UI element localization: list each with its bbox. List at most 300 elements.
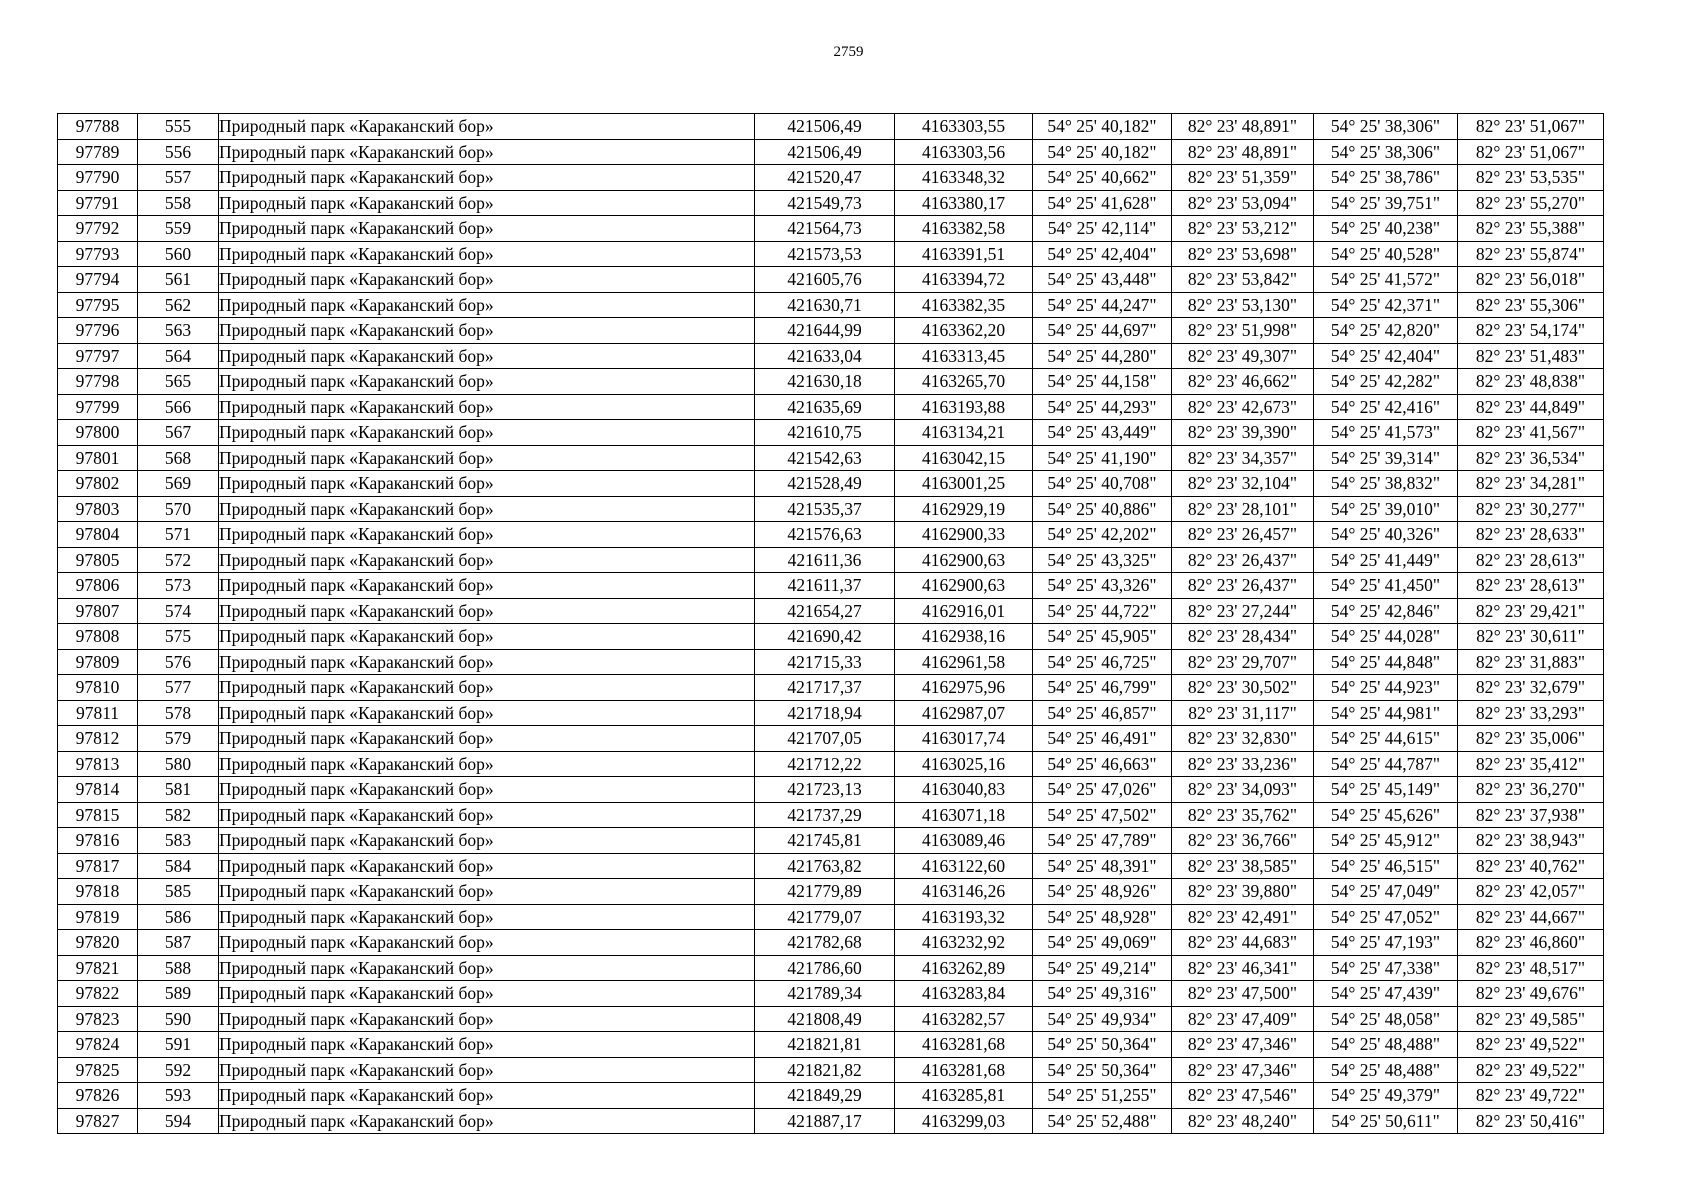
longitude-2-cell: 82° 23' 51,067" (1458, 114, 1604, 140)
latitude-2-cell: 54° 25' 46,515" (1314, 853, 1458, 879)
latitude-2-cell: 54° 25' 41,449" (1314, 547, 1458, 573)
table-row (58, 1083, 1604, 1109)
longitude-2-cell: 82° 23' 28,633" (1458, 522, 1604, 548)
longitude-1-cell: 82° 23' 42,491" (1172, 904, 1314, 930)
territory-name-cell: Природный парк «Караканский бор» (219, 1006, 755, 1032)
latitude-2-cell: 54° 25' 42,820" (1314, 318, 1458, 344)
latitude-2-cell: 54° 25' 40,528" (1314, 241, 1458, 267)
x-coordinate-cell: 421763,82 (755, 853, 895, 879)
territory-name-cell: Природный парк «Караканский бор» (219, 726, 755, 752)
record-id-cell: 97814 (58, 777, 138, 803)
longitude-2-cell: 82° 23' 37,938" (1458, 802, 1604, 828)
record-id-cell: 97810 (58, 675, 138, 701)
longitude-1-cell: 82° 23' 48,240" (1172, 1108, 1314, 1134)
longitude-1-cell: 82° 23' 28,434" (1172, 624, 1314, 650)
y-coordinate-cell: 4163382,35 (895, 292, 1033, 318)
x-coordinate-cell: 421821,81 (755, 1032, 895, 1058)
longitude-1-cell: 82° 23' 53,698" (1172, 241, 1314, 267)
y-coordinate-cell: 4163042,15 (895, 445, 1033, 471)
table-row (58, 700, 1604, 726)
point-number-cell: 577 (138, 675, 219, 701)
point-number-cell: 563 (138, 318, 219, 344)
latitude-1-cell: 54° 25' 44,280" (1033, 343, 1172, 369)
y-coordinate-cell: 4163303,55 (895, 114, 1033, 140)
latitude-1-cell: 54° 25' 47,502" (1033, 802, 1172, 828)
territory-name-cell: Природный парк «Караканский бор» (219, 853, 755, 879)
territory-name-cell: Природный парк «Караканский бор» (219, 445, 755, 471)
latitude-2-cell: 54° 25' 40,326" (1314, 522, 1458, 548)
x-coordinate-cell: 421506,49 (755, 114, 895, 140)
x-coordinate-cell: 421715,33 (755, 649, 895, 675)
territory-name-cell: Природный парк «Караканский бор» (219, 496, 755, 522)
latitude-1-cell: 54° 25' 44,247" (1033, 292, 1172, 318)
x-coordinate-cell: 421712,22 (755, 751, 895, 777)
territory-name-cell: Природный парк «Караканский бор» (219, 802, 755, 828)
latitude-1-cell: 54° 25' 43,326" (1033, 573, 1172, 599)
y-coordinate-cell: 4162975,96 (895, 675, 1033, 701)
table-row (58, 828, 1604, 854)
point-number-cell: 582 (138, 802, 219, 828)
latitude-2-cell: 54° 25' 44,787" (1314, 751, 1458, 777)
longitude-2-cell: 82° 23' 51,067" (1458, 139, 1604, 165)
latitude-2-cell: 54° 25' 38,306" (1314, 139, 1458, 165)
latitude-2-cell: 54° 25' 48,058" (1314, 1006, 1458, 1032)
point-number-cell: 566 (138, 394, 219, 420)
y-coordinate-cell: 4163391,51 (895, 241, 1033, 267)
point-number-cell: 568 (138, 445, 219, 471)
x-coordinate-cell: 421782,68 (755, 930, 895, 956)
latitude-2-cell: 54° 25' 39,010" (1314, 496, 1458, 522)
latitude-2-cell: 54° 25' 41,573" (1314, 420, 1458, 446)
y-coordinate-cell: 4162916,01 (895, 598, 1033, 624)
longitude-1-cell: 82° 23' 47,500" (1172, 981, 1314, 1007)
table-row (58, 955, 1604, 981)
latitude-1-cell: 54° 25' 40,662" (1033, 165, 1172, 191)
point-number-cell: 580 (138, 751, 219, 777)
latitude-1-cell: 54° 25' 49,934" (1033, 1006, 1172, 1032)
longitude-2-cell: 82° 23' 53,535" (1458, 165, 1604, 191)
record-id-cell: 97813 (58, 751, 138, 777)
y-coordinate-cell: 4163303,56 (895, 139, 1033, 165)
y-coordinate-cell: 4162987,07 (895, 700, 1033, 726)
longitude-2-cell: 82° 23' 28,613" (1458, 547, 1604, 573)
longitude-1-cell: 82° 23' 26,437" (1172, 573, 1314, 599)
table-row (58, 853, 1604, 879)
point-number-cell: 583 (138, 828, 219, 854)
point-number-cell: 586 (138, 904, 219, 930)
point-number-cell: 569 (138, 471, 219, 497)
latitude-2-cell: 54° 25' 39,751" (1314, 190, 1458, 216)
latitude-2-cell: 54° 25' 42,846" (1314, 598, 1458, 624)
point-number-cell: 559 (138, 216, 219, 242)
record-id-cell: 97820 (58, 930, 138, 956)
table-row (58, 573, 1604, 599)
territory-name-cell: Природный парк «Караканский бор» (219, 216, 755, 242)
latitude-2-cell: 54° 25' 44,923" (1314, 675, 1458, 701)
y-coordinate-cell: 4163193,32 (895, 904, 1033, 930)
y-coordinate-cell: 4163281,68 (895, 1032, 1033, 1058)
longitude-2-cell: 82° 23' 31,883" (1458, 649, 1604, 675)
latitude-1-cell: 54° 25' 48,928" (1033, 904, 1172, 930)
table-row (58, 547, 1604, 573)
latitude-2-cell: 54° 25' 41,572" (1314, 267, 1458, 293)
record-id-cell: 97800 (58, 420, 138, 446)
y-coordinate-cell: 4163134,21 (895, 420, 1033, 446)
territory-name-cell: Природный парк «Караканский бор» (219, 394, 755, 420)
y-coordinate-cell: 4163001,25 (895, 471, 1033, 497)
table-row (58, 522, 1604, 548)
point-number-cell: 589 (138, 981, 219, 1007)
latitude-2-cell: 54° 25' 50,611" (1314, 1108, 1458, 1134)
latitude-1-cell: 54° 25' 52,488" (1033, 1108, 1172, 1134)
longitude-1-cell: 82° 23' 47,546" (1172, 1083, 1314, 1109)
longitude-2-cell: 82° 23' 41,567" (1458, 420, 1604, 446)
x-coordinate-cell: 421506,49 (755, 139, 895, 165)
longitude-1-cell: 82° 23' 46,662" (1172, 369, 1314, 395)
x-coordinate-cell: 421654,27 (755, 598, 895, 624)
y-coordinate-cell: 4163285,81 (895, 1083, 1033, 1109)
table-body (58, 114, 1604, 1134)
longitude-2-cell: 82° 23' 48,838" (1458, 369, 1604, 395)
x-coordinate-cell: 421786,60 (755, 955, 895, 981)
point-number-cell: 578 (138, 700, 219, 726)
latitude-1-cell: 54° 25' 50,364" (1033, 1057, 1172, 1083)
latitude-2-cell: 54° 25' 38,786" (1314, 165, 1458, 191)
longitude-2-cell: 82° 23' 56,018" (1458, 267, 1604, 293)
record-id-cell: 97788 (58, 114, 138, 140)
point-number-cell: 579 (138, 726, 219, 752)
point-number-cell: 576 (138, 649, 219, 675)
record-id-cell: 97795 (58, 292, 138, 318)
latitude-1-cell: 54° 25' 40,182" (1033, 114, 1172, 140)
record-id-cell: 97801 (58, 445, 138, 471)
longitude-1-cell: 82° 23' 39,880" (1172, 879, 1314, 905)
point-number-cell: 572 (138, 547, 219, 573)
territory-name-cell: Природный парк «Караканский бор» (219, 930, 755, 956)
latitude-1-cell: 54° 25' 40,708" (1033, 471, 1172, 497)
latitude-2-cell: 54° 25' 38,832" (1314, 471, 1458, 497)
longitude-1-cell: 82° 23' 47,346" (1172, 1057, 1314, 1083)
record-id-cell: 97827 (58, 1108, 138, 1134)
y-coordinate-cell: 4163362,20 (895, 318, 1033, 344)
longitude-1-cell: 82° 23' 26,457" (1172, 522, 1314, 548)
table-row (58, 267, 1604, 293)
table-row (58, 879, 1604, 905)
y-coordinate-cell: 4163122,60 (895, 853, 1033, 879)
record-id-cell: 97798 (58, 369, 138, 395)
latitude-1-cell: 54° 25' 48,926" (1033, 879, 1172, 905)
y-coordinate-cell: 4163348,32 (895, 165, 1033, 191)
y-coordinate-cell: 4162900,63 (895, 547, 1033, 573)
record-id-cell: 97818 (58, 879, 138, 905)
record-id-cell: 97807 (58, 598, 138, 624)
longitude-2-cell: 82° 23' 49,676" (1458, 981, 1604, 1007)
latitude-1-cell: 54° 25' 46,725" (1033, 649, 1172, 675)
table-row (58, 496, 1604, 522)
longitude-1-cell: 82° 23' 34,093" (1172, 777, 1314, 803)
y-coordinate-cell: 4163380,17 (895, 190, 1033, 216)
longitude-1-cell: 82° 23' 27,244" (1172, 598, 1314, 624)
x-coordinate-cell: 421737,29 (755, 802, 895, 828)
latitude-2-cell: 54° 25' 41,450" (1314, 573, 1458, 599)
territory-name-cell: Природный парк «Караканский бор» (219, 700, 755, 726)
record-id-cell: 97812 (58, 726, 138, 752)
y-coordinate-cell: 4163262,89 (895, 955, 1033, 981)
longitude-2-cell: 82° 23' 32,679" (1458, 675, 1604, 701)
latitude-2-cell: 54° 25' 47,338" (1314, 955, 1458, 981)
table-row (58, 471, 1604, 497)
table-row (58, 343, 1604, 369)
x-coordinate-cell: 421644,99 (755, 318, 895, 344)
latitude-1-cell: 54° 25' 40,886" (1033, 496, 1172, 522)
latitude-2-cell: 54° 25' 47,439" (1314, 981, 1458, 1007)
record-id-cell: 97821 (58, 955, 138, 981)
territory-name-cell: Природный парк «Караканский бор» (219, 420, 755, 446)
table-row (58, 751, 1604, 777)
latitude-2-cell: 54° 25' 38,306" (1314, 114, 1458, 140)
longitude-1-cell: 82° 23' 51,998" (1172, 318, 1314, 344)
point-number-cell: 570 (138, 496, 219, 522)
longitude-2-cell: 82° 23' 44,849" (1458, 394, 1604, 420)
table-row (58, 981, 1604, 1007)
point-number-cell: 564 (138, 343, 219, 369)
y-coordinate-cell: 4162938,16 (895, 624, 1033, 650)
x-coordinate-cell: 421611,37 (755, 573, 895, 599)
territory-name-cell: Природный парк «Караканский бор» (219, 1057, 755, 1083)
longitude-2-cell: 82° 23' 49,522" (1458, 1057, 1604, 1083)
latitude-1-cell: 54° 25' 43,449" (1033, 420, 1172, 446)
territory-name-cell: Природный парк «Караканский бор» (219, 190, 755, 216)
table-row (58, 139, 1604, 165)
latitude-2-cell: 54° 25' 42,282" (1314, 369, 1458, 395)
x-coordinate-cell: 421633,04 (755, 343, 895, 369)
longitude-2-cell: 82° 23' 33,293" (1458, 700, 1604, 726)
point-number-cell: 594 (138, 1108, 219, 1134)
longitude-1-cell: 82° 23' 48,891" (1172, 139, 1314, 165)
latitude-1-cell: 54° 25' 41,628" (1033, 190, 1172, 216)
longitude-2-cell: 82° 23' 54,174" (1458, 318, 1604, 344)
point-number-cell: 588 (138, 955, 219, 981)
latitude-1-cell: 54° 25' 41,190" (1033, 445, 1172, 471)
y-coordinate-cell: 4163089,46 (895, 828, 1033, 854)
longitude-1-cell: 82° 23' 53,094" (1172, 190, 1314, 216)
latitude-1-cell: 54° 25' 49,069" (1033, 930, 1172, 956)
latitude-1-cell: 54° 25' 44,293" (1033, 394, 1172, 420)
territory-name-cell: Природный парк «Караканский бор» (219, 318, 755, 344)
latitude-1-cell: 54° 25' 46,857" (1033, 700, 1172, 726)
longitude-1-cell: 82° 23' 35,762" (1172, 802, 1314, 828)
x-coordinate-cell: 421717,37 (755, 675, 895, 701)
latitude-2-cell: 54° 25' 48,488" (1314, 1032, 1458, 1058)
territory-name-cell: Природный парк «Караканский бор» (219, 267, 755, 293)
x-coordinate-cell: 421718,94 (755, 700, 895, 726)
longitude-2-cell: 82° 23' 36,270" (1458, 777, 1604, 803)
latitude-2-cell: 54° 25' 44,848" (1314, 649, 1458, 675)
longitude-1-cell: 82° 23' 33,236" (1172, 751, 1314, 777)
territory-name-cell: Природный парк «Караканский бор» (219, 471, 755, 497)
x-coordinate-cell: 421723,13 (755, 777, 895, 803)
longitude-2-cell: 82° 23' 36,534" (1458, 445, 1604, 471)
record-id-cell: 97825 (58, 1057, 138, 1083)
x-coordinate-cell: 421610,75 (755, 420, 895, 446)
territory-name-cell: Природный парк «Караканский бор» (219, 139, 755, 165)
y-coordinate-cell: 4163281,68 (895, 1057, 1033, 1083)
longitude-2-cell: 82° 23' 35,006" (1458, 726, 1604, 752)
point-number-cell: 561 (138, 267, 219, 293)
x-coordinate-cell: 421821,82 (755, 1057, 895, 1083)
table-row (58, 292, 1604, 318)
territory-name-cell: Природный парк «Караканский бор» (219, 675, 755, 701)
record-id-cell: 97797 (58, 343, 138, 369)
x-coordinate-cell: 421779,07 (755, 904, 895, 930)
longitude-2-cell: 82° 23' 30,611" (1458, 624, 1604, 650)
territory-name-cell: Природный парк «Караканский бор» (219, 343, 755, 369)
territory-name-cell: Природный парк «Караканский бор» (219, 1083, 755, 1109)
longitude-1-cell: 82° 23' 46,341" (1172, 955, 1314, 981)
latitude-2-cell: 54° 25' 47,049" (1314, 879, 1458, 905)
latitude-1-cell: 54° 25' 40,182" (1033, 139, 1172, 165)
table-row (58, 1032, 1604, 1058)
record-id-cell: 97796 (58, 318, 138, 344)
record-id-cell: 97793 (58, 241, 138, 267)
y-coordinate-cell: 4162961,58 (895, 649, 1033, 675)
x-coordinate-cell: 421535,37 (755, 496, 895, 522)
longitude-1-cell: 82° 23' 44,683" (1172, 930, 1314, 956)
record-id-cell: 97823 (58, 1006, 138, 1032)
y-coordinate-cell: 4163265,70 (895, 369, 1033, 395)
territory-name-cell: Природный парк «Караканский бор» (219, 114, 755, 140)
coordinates-table (57, 113, 1604, 1134)
longitude-2-cell: 82° 23' 40,762" (1458, 853, 1604, 879)
latitude-1-cell: 54° 25' 47,026" (1033, 777, 1172, 803)
latitude-2-cell: 54° 25' 44,615" (1314, 726, 1458, 752)
longitude-2-cell: 82° 23' 30,277" (1458, 496, 1604, 522)
latitude-1-cell: 54° 25' 48,391" (1033, 853, 1172, 879)
y-coordinate-cell: 4162929,19 (895, 496, 1033, 522)
y-coordinate-cell: 4162900,63 (895, 573, 1033, 599)
table-row (58, 598, 1604, 624)
latitude-2-cell: 54° 25' 42,416" (1314, 394, 1458, 420)
y-coordinate-cell: 4163146,26 (895, 879, 1033, 905)
record-id-cell: 97790 (58, 165, 138, 191)
page-number: 2759 (833, 44, 864, 60)
latitude-2-cell: 54° 25' 47,052" (1314, 904, 1458, 930)
x-coordinate-cell: 421690,42 (755, 624, 895, 650)
record-id-cell: 97789 (58, 139, 138, 165)
table-row (58, 241, 1604, 267)
x-coordinate-cell: 421576,63 (755, 522, 895, 548)
territory-name-cell: Природный парк «Караканский бор» (219, 879, 755, 905)
table-row (58, 1006, 1604, 1032)
latitude-2-cell: 54° 25' 39,314" (1314, 445, 1458, 471)
territory-name-cell: Природный парк «Караканский бор» (219, 165, 755, 191)
longitude-1-cell: 82° 23' 53,842" (1172, 267, 1314, 293)
record-id-cell: 97816 (58, 828, 138, 854)
x-coordinate-cell: 421520,47 (755, 165, 895, 191)
longitude-1-cell: 82° 23' 47,409" (1172, 1006, 1314, 1032)
record-id-cell: 97817 (58, 853, 138, 879)
point-number-cell: 587 (138, 930, 219, 956)
latitude-1-cell: 54° 25' 46,491" (1033, 726, 1172, 752)
longitude-1-cell: 82° 23' 51,359" (1172, 165, 1314, 191)
territory-name-cell: Природный парк «Караканский бор» (219, 981, 755, 1007)
longitude-1-cell: 82° 23' 29,707" (1172, 649, 1314, 675)
point-number-cell: 565 (138, 369, 219, 395)
y-coordinate-cell: 4163040,83 (895, 777, 1033, 803)
table-row (58, 216, 1604, 242)
table-row (58, 777, 1604, 803)
table-row (58, 114, 1604, 140)
latitude-1-cell: 54° 25' 51,255" (1033, 1083, 1172, 1109)
latitude-1-cell: 54° 25' 43,325" (1033, 547, 1172, 573)
table-row (58, 802, 1604, 828)
territory-name-cell: Природный парк «Караканский бор» (219, 955, 755, 981)
point-number-cell: 593 (138, 1083, 219, 1109)
record-id-cell: 97794 (58, 267, 138, 293)
record-id-cell: 97806 (58, 573, 138, 599)
territory-name-cell: Природный парк «Караканский бор» (219, 292, 755, 318)
record-id-cell: 97822 (58, 981, 138, 1007)
longitude-1-cell: 82° 23' 36,766" (1172, 828, 1314, 854)
latitude-1-cell: 54° 25' 46,799" (1033, 675, 1172, 701)
record-id-cell: 97799 (58, 394, 138, 420)
x-coordinate-cell: 421789,34 (755, 981, 895, 1007)
longitude-1-cell: 82° 23' 30,502" (1172, 675, 1314, 701)
table-row (58, 624, 1604, 650)
territory-name-cell: Природный парк «Караканский бор» (219, 522, 755, 548)
territory-name-cell: Природный парк «Караканский бор» (219, 1108, 755, 1134)
table-row (58, 369, 1604, 395)
longitude-1-cell: 82° 23' 47,346" (1172, 1032, 1314, 1058)
point-number-cell: 557 (138, 165, 219, 191)
point-number-cell: 584 (138, 853, 219, 879)
longitude-1-cell: 82° 23' 32,830" (1172, 726, 1314, 752)
longitude-1-cell: 82° 23' 39,390" (1172, 420, 1314, 446)
longitude-1-cell: 82° 23' 34,357" (1172, 445, 1314, 471)
table-row (58, 904, 1604, 930)
territory-name-cell: Природный парк «Караканский бор» (219, 369, 755, 395)
territory-name-cell: Природный парк «Караканский бор» (219, 828, 755, 854)
table-row (58, 420, 1604, 446)
point-number-cell: 574 (138, 598, 219, 624)
longitude-2-cell: 82° 23' 55,388" (1458, 216, 1604, 242)
territory-name-cell: Природный парк «Караканский бор» (219, 751, 755, 777)
point-number-cell: 585 (138, 879, 219, 905)
table-row (58, 445, 1604, 471)
longitude-2-cell: 82° 23' 55,874" (1458, 241, 1604, 267)
record-id-cell: 97802 (58, 471, 138, 497)
latitude-1-cell: 54° 25' 45,905" (1033, 624, 1172, 650)
x-coordinate-cell: 421887,17 (755, 1108, 895, 1134)
longitude-2-cell: 82° 23' 49,722" (1458, 1083, 1604, 1109)
x-coordinate-cell: 421611,36 (755, 547, 895, 573)
y-coordinate-cell: 4163299,03 (895, 1108, 1033, 1134)
longitude-1-cell: 82° 23' 49,307" (1172, 343, 1314, 369)
latitude-1-cell: 54° 25' 49,214" (1033, 955, 1172, 981)
record-id-cell: 97824 (58, 1032, 138, 1058)
longitude-2-cell: 82° 23' 34,281" (1458, 471, 1604, 497)
point-number-cell: 558 (138, 190, 219, 216)
y-coordinate-cell: 4163394,72 (895, 267, 1033, 293)
latitude-1-cell: 54° 25' 47,789" (1033, 828, 1172, 854)
y-coordinate-cell: 4163017,74 (895, 726, 1033, 752)
record-id-cell: 97811 (58, 700, 138, 726)
x-coordinate-cell: 421630,71 (755, 292, 895, 318)
latitude-1-cell: 54° 25' 42,114" (1033, 216, 1172, 242)
longitude-2-cell: 82° 23' 44,667" (1458, 904, 1604, 930)
y-coordinate-cell: 4163025,16 (895, 751, 1033, 777)
point-number-cell: 590 (138, 1006, 219, 1032)
